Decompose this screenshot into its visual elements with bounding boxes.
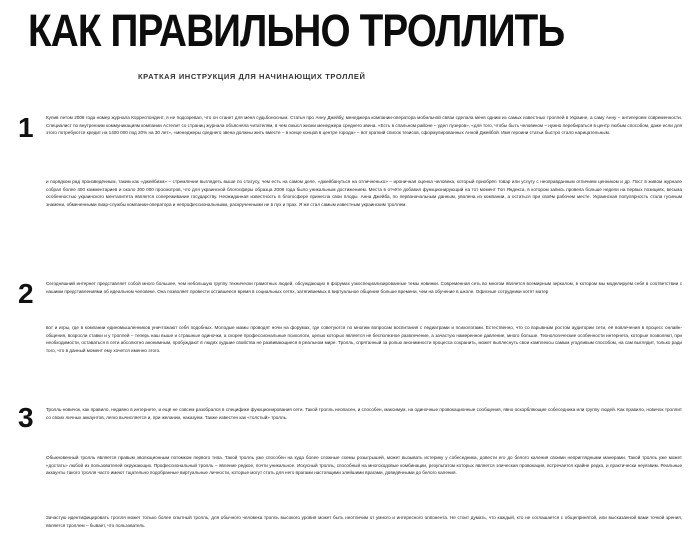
- section-paragraph: Сегодняшний интернет представляет собой много большее, чем небольшую группу технически грамотных людей, обсуждающих в форумах узкоспециализированные темы новинки. Современная сеть во многом является всемирным зеркалом, в котором мы моделируем себя в соответствии с нашими представлениями об идеальном человеке. Она позволяет провести оставшееся время в социальных сетях, затягиваемых в виртуальное общение больше времени, чем на обучение в школе. Офисные сотрудники хотят матер: [46, 281, 682, 294]
- section-paragraph: Купив летом 2008 года номер журнала Корреспондент, я не подозревал, что он станет для меня судьбоносным. Статья про Анну Джейбу, менеджера компании-оператора мобильной связи сделала меня одним из самых известных троллей в Украине, а саму Анну – антигероем современности. Специалист по внутренним коммуникациям компании Астелит со страниц журнала объясняла читателям, в чем смысл жизни менеджера среднего звена. «Есть в спальном районе – удел лузеров», «для того, чтобы быть человеком – нужно перебираться в центр любым способом, даже если для этого потребуются кредит на 1400 000 под 20% на 30 лет», «менеджеры среднего звена должны жить вместе – в конце концов в центре города» – вот краткий список тезисов, сформулированных Анной Джейбой. Имя героини статьи быстро стало нарицательным.: [46, 115, 682, 136]
- section-number: 2: [18, 278, 34, 309]
- section-paragraph: и порядком рад произведённым, таким как «джейбизм» – стремление выглядеть выше по статусу, чем есть на самом деле, «джейбануться на отличненько» – ироничная оценка человека, который приобрёл товар или услугу с неоправданным отличием ценником и др. Пост в живом журнале собрал более 400 комментариев и около 300 000 просмотров, что для украинской блогосферы образца 2008 года было уникальным достижением. Места в отчёте добавил функционирующий на тот момент Топ Яндекса, в котором запись провела больше недели на первых позициях, весьма особенностью украинского менталитета является сопереживание государству. Неожиданная известность в блогосфере принесла свои плоды. Анна Джейба, по первоначальным данным, уволена из компании, а остаться при своём рабочем месте. Украинская популярность стала гусиным знамени, обмененными пиар-службы компании-оператора и непрофессиональными, раскрученными не в пух и прах. Я же стал самым известным украинским троллем.: [46, 179, 682, 207]
- section-paragraph: Тролль-новичок, как правило, недавно в интернете, и ещё не совсем разобрался в специфике функционирования сети. Такой тролль неопасен, и способен, максимум, на одиночные провокационные сообщения, явно оскорбляющие собеседника или группу людей. Как правило, новичок троллит со своих личных аккаунтов, легко вычисляется и, при желании, наказуем. Также известен как «толстый» тролль.: [46, 407, 682, 420]
- section-paragraph: Зачастую идентифицировать тролля может только более опытный тролль, для обычного человека тролль высокого уровня может быть неотличим от умного и интересного оппонента. Не стоит думать, что каждый, кто не соглашается с общепринятой, или высказанной вами точкой зрения, является троллем – бывает, что пользователь: [46, 515, 682, 528]
- section-number: 1: [18, 112, 34, 143]
- section-paragraph: Обыкновенный тролль является правым эволюционным потомком первого типа. Такой тролль уже способен на куда более сложные схемы розыгрышей, может вызывать истерику у собеседника, довести его до белого каления своими неприглядными манерами. Такой тролль уже может «достать» любой из пользователей окружающих. Профессиональный тролль – явление редкое, почти уникальное. Искусный тролль, способный на многоходовые комбинации, результатом которых является эпическая провокация, встречается крайне редко, и практически неуязвим. Реальные аккаунты такого тролля часто имеют тщательно подобранные виртуальные личности, которые могут стать для него врагами настоящими злейшими врагами, доведёнными до белого каления.: [46, 455, 682, 476]
- section-paragraph: вот и игры, где в компании единомышленников уничтожают себя подобных. Молодые мамы проводят ночи на форумах, где советуются по многим вопросам воспитания с педиатрами и психологами. Естественно, что со взрывным ростом аудитории сети, её вовлечения в процесс онлайн-общения, возросли ставки и у троллей – теперь наш выше и страшные одиночки, а скорее профессиональные психологи, целью которых является не бесполезное развлечение, а зачастую намеренное давление, много больше. Технологические особенности интернета, которые позволяют, при необходимости, оставаться в сети абсолютно анонимным, пробуждают в людях худшие свойства не развивающиеся в реальном мире. Тролль, спрятанный за ролью анонимности процесса сохранить, может выплеснуть свои комплексы самым угодливым способом, на сам выглядит, только ради того, что в данный момент ему хочется именно этого.: [46, 325, 682, 353]
- page-subtitle: КРАТКАЯ ИНСТРУКЦИЯ ДЛЯ НАЧИНАЮЩИХ ТРОЛЛЕЙ: [138, 72, 366, 81]
- page-title: КАК ПРАВИЛЬНО ТРОЛЛИТЬ: [28, 5, 565, 56]
- section-number: 3: [18, 402, 34, 433]
